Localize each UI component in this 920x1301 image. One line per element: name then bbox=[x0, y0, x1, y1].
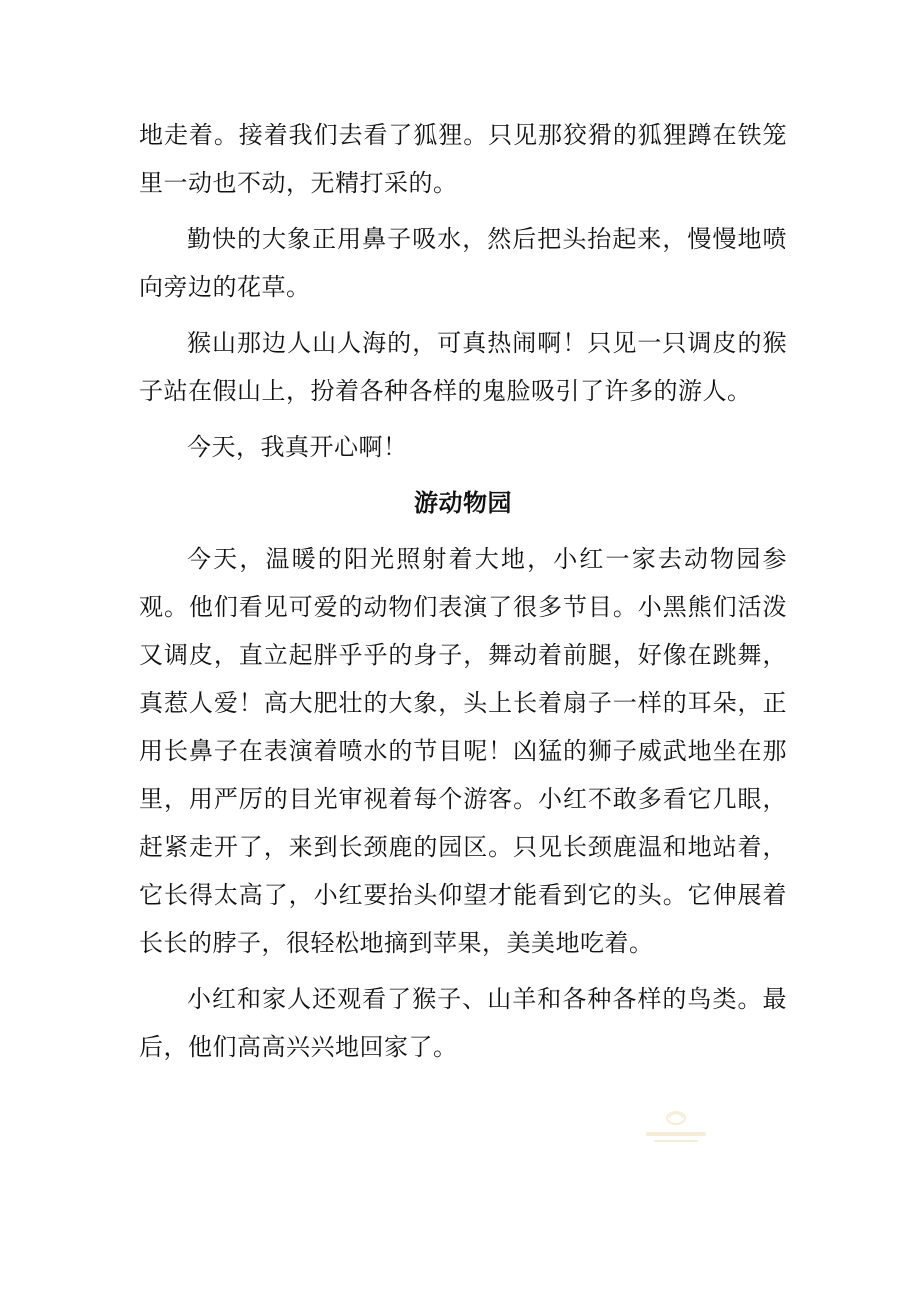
section-title: 游动物园 bbox=[414, 489, 512, 517]
paragraph-zoo-visit: 今天，温暖的阳光照射着大地，小红一家去动物园参观。他们看见可爱的动物们表演了很多节目。小黑熊们活泼又调皮，直立起胖乎乎的身子，舞动着前腿，好像在跳舞，真惹人爱！高大肥壮的大象，头上长着扇子一样的耳朵，正用长鼻子在表演着喷水的节目呢！凶猛的狮子威武地坐在那里，用严厉的目光审视着每个游客。小红不敢多看它几眼，赶紧走开了，来到长颈鹿的园区。只见长颈鹿温和地站着，它长得太高了，小红要抬头仰望才能看到它的头。它伸展着长长的脖子，很轻松地摘到苹果，美美地吃着。 bbox=[139, 545, 787, 957]
paragraph-ending: 小红和家人还观看了猴子、山羊和各种各样的鸟类。最后，他们高高兴兴地回家了。 bbox=[139, 985, 787, 1061]
paragraph-monkey-hill: 猴山那边人山人海的，可真热闹啊！只见一只调皮的猴子站在假山上，扮着各种各样的鬼脸吸引了许多的游人。 bbox=[139, 329, 787, 405]
paragraph-elephant: 勤快的大象正用鼻子吸水，然后把头抬起来，慢慢地喷向旁边的花草。 bbox=[139, 225, 787, 301]
paragraph-continued: 地走着。接着我们去看了狐狸。只见那狡猾的狐狸蹲在铁笼里一动也不动，无精打采的。 bbox=[139, 121, 787, 197]
faint-logo-watermark-icon bbox=[636, 1104, 716, 1148]
document-body bbox=[139, 111, 787, 1079]
paragraph-happy-day: 今天，我真开心啊！ bbox=[187, 433, 408, 461]
